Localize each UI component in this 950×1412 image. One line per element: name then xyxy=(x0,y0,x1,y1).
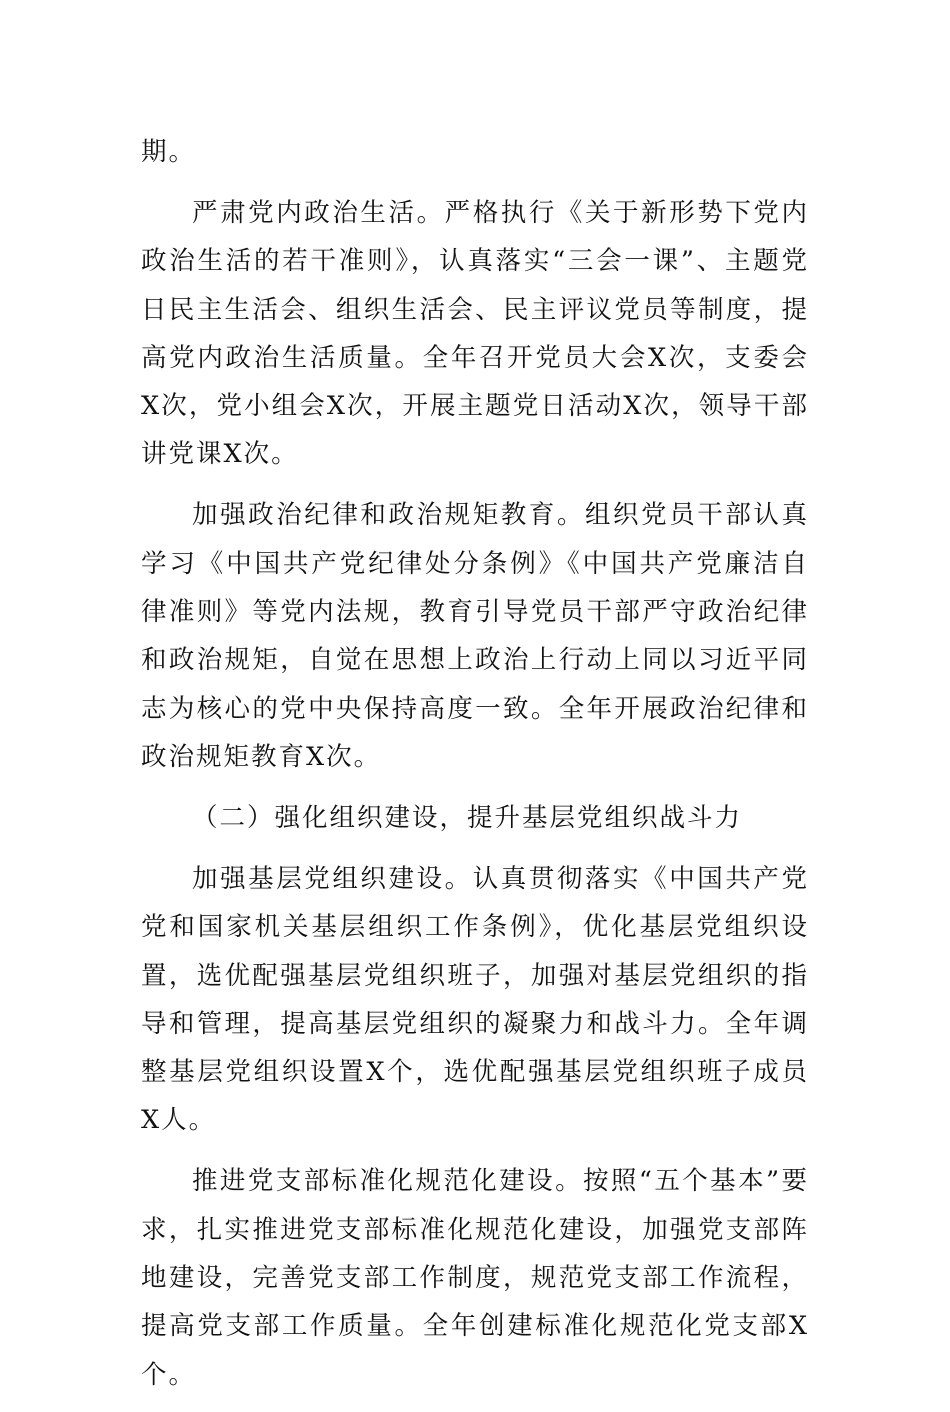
paragraph-discipline-education: 加强政治纪律和政治规矩教育。组织党员干部认真学习《中国共产党纪律处分条例》《中国共产党廉洁自律准则》等党内法规，教育引导党员干部严守政治纪律和政治规矩，自觉在思想上政治上行动上同以习近平同志为核心的党中央保持高度一致。全年开展政治纪律和政治规矩教育X次。 xyxy=(141,500,809,772)
section-heading: （二）强化组织建设，提升基层党组织战斗力 xyxy=(192,802,743,833)
paragraph-grassroots-organization: 加强基层党组织建设。认真贯彻落实《中国共产党党和国家机关基层组织工作条例》，优化基层党组织设置，选优配强基层党组织班子，加强对基层党组织的指导和管理，提高基层党组织的凝聚力和战斗力。全年调整基层党组织设置X个，选优配强基层党组织班子成员X人。 xyxy=(141,863,809,1136)
document-page xyxy=(141,128,809,1412)
paragraph-political-life: 严肃党内政治生活。严格执行《关于新形势下党内政治生活的若干准则》，认真落实“三会一课”、主题党日民主生活会、组织生活会、民主评议党员等制度，提高党内政治生活质量。全年召开党员大会X次，支委会X次，党小组会X次，开展主题党日活动X次，领导干部讲党课X次。 xyxy=(141,197,809,470)
paragraph-continuation: 期。 xyxy=(141,137,197,167)
paragraph-branch-standardization: 推进党支部标准化规范化建设。按照“五个基本”要求，扎实推进党支部标准化规范化建设，加强党支部阵地建设，完善党支部工作制度，规范党支部工作流程，提高党支部工作质量。全年创建标准化规范化党支部X个。 xyxy=(141,1166,809,1390)
